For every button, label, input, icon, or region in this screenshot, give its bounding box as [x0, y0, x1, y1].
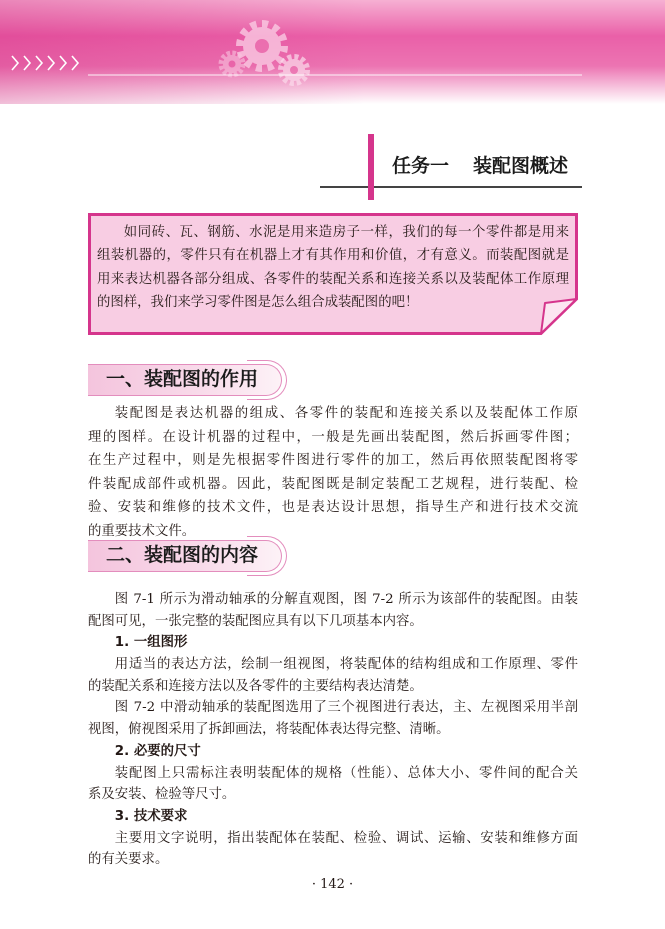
intro-line: 用来表达机器各部分组成、各零件的装配关系和连接关系以及装配体工作原理	[97, 271, 569, 287]
gear-icon	[281, 57, 307, 83]
intro-line: 组装机器的，零件只有在机器上才有其作用和价值，才有意义。而装配图就是	[97, 248, 569, 264]
paragraph-line: 验、安装和维修的技术文件，也是表达设计思想，指导生产和进行技术交流	[88, 500, 578, 515]
header-banner	[0, 0, 665, 104]
task-number: 任务一	[392, 155, 450, 177]
gear-icon	[221, 53, 243, 75]
paragraph-line: 视图，俯视图采用了拆卸画法，将装配体表达得完整、清晰。	[88, 722, 450, 738]
intro-text	[97, 221, 569, 314]
paragraph-line: 的重要技术文件。	[88, 523, 196, 539]
gear-icon	[240, 24, 284, 68]
paragraph-line: 装配图上只需标注表明装配体的规格（性能）、总体大小、零件间的配合关	[114, 765, 578, 781]
paragraph-line: 图 7-1 所示为滑动轴承的分解直观图，图 7-2 所示为该部件的装配图。由装	[114, 592, 578, 607]
paragraph-line: 主要用文字说明，指出装配体在装配、检验、调试、运输、安装和维修方面	[114, 830, 578, 846]
section-heading	[88, 364, 282, 396]
subheading: 2. 必要的尺寸	[114, 743, 201, 759]
section-body	[88, 402, 578, 543]
paragraph-line: 系及安装、检验等尺寸。	[88, 787, 236, 803]
section-heading-text: 一、装配图的作用	[106, 368, 259, 390]
paragraph-line: 装配图是表达机器的组成、各零件的装配和连接关系以及装配体工作原	[114, 406, 578, 421]
chevron-right-icon	[12, 56, 78, 70]
paragraph-line: 理的图样。在设计机器的过程中，一般是先画出装配图，然后拆画零件图；	[88, 429, 578, 445]
paragraph-line: 在生产过程中，则是先根据零件图进行零件的加工，然后再依照装配图将零	[88, 453, 578, 468]
paragraph-line: 的有关要求。	[88, 852, 169, 868]
section-heading	[88, 540, 282, 572]
paragraph-line: 用适当的表达方法，绘制一组视图，将装配体的结构组成和工作原理、零件	[114, 657, 578, 673]
paragraph-line: 配图可见，一张完整的装配图应具有以下几项基本内容。	[88, 613, 423, 629]
intro-line: 如同砖、瓦、钢筋、水泥是用来造房子一样，我们的每一个零件都是用来	[123, 225, 569, 240]
paragraph-line: 图 7-2 中滑动轴承的装配图选用了三个视图进行表达，主、左视图采用半剖	[114, 700, 578, 716]
section-heading-text: 二、装配图的内容	[106, 544, 259, 566]
page-title	[392, 152, 568, 180]
paragraph-line: 的装配关系和连接方法以及各零件的主要结构表达清楚。	[88, 678, 423, 694]
page-number: · 142 ·	[311, 877, 354, 892]
intro-box	[88, 213, 578, 335]
paragraph-line: 件装配成部件或机器。因此，装配图既是制定装配工艺规程，进行装配、检	[88, 476, 578, 492]
subheading: 1. 一组图形	[114, 635, 188, 651]
intro-line: 的图样，我们来学习零件图是怎么组合成装配图的吧！	[97, 294, 419, 310]
subheading: 3. 技术要求	[114, 808, 188, 824]
title-accent-bar	[368, 134, 374, 200]
title-underline	[320, 186, 582, 188]
section-body	[88, 589, 578, 871]
task-name: 装配图概述	[473, 155, 569, 177]
